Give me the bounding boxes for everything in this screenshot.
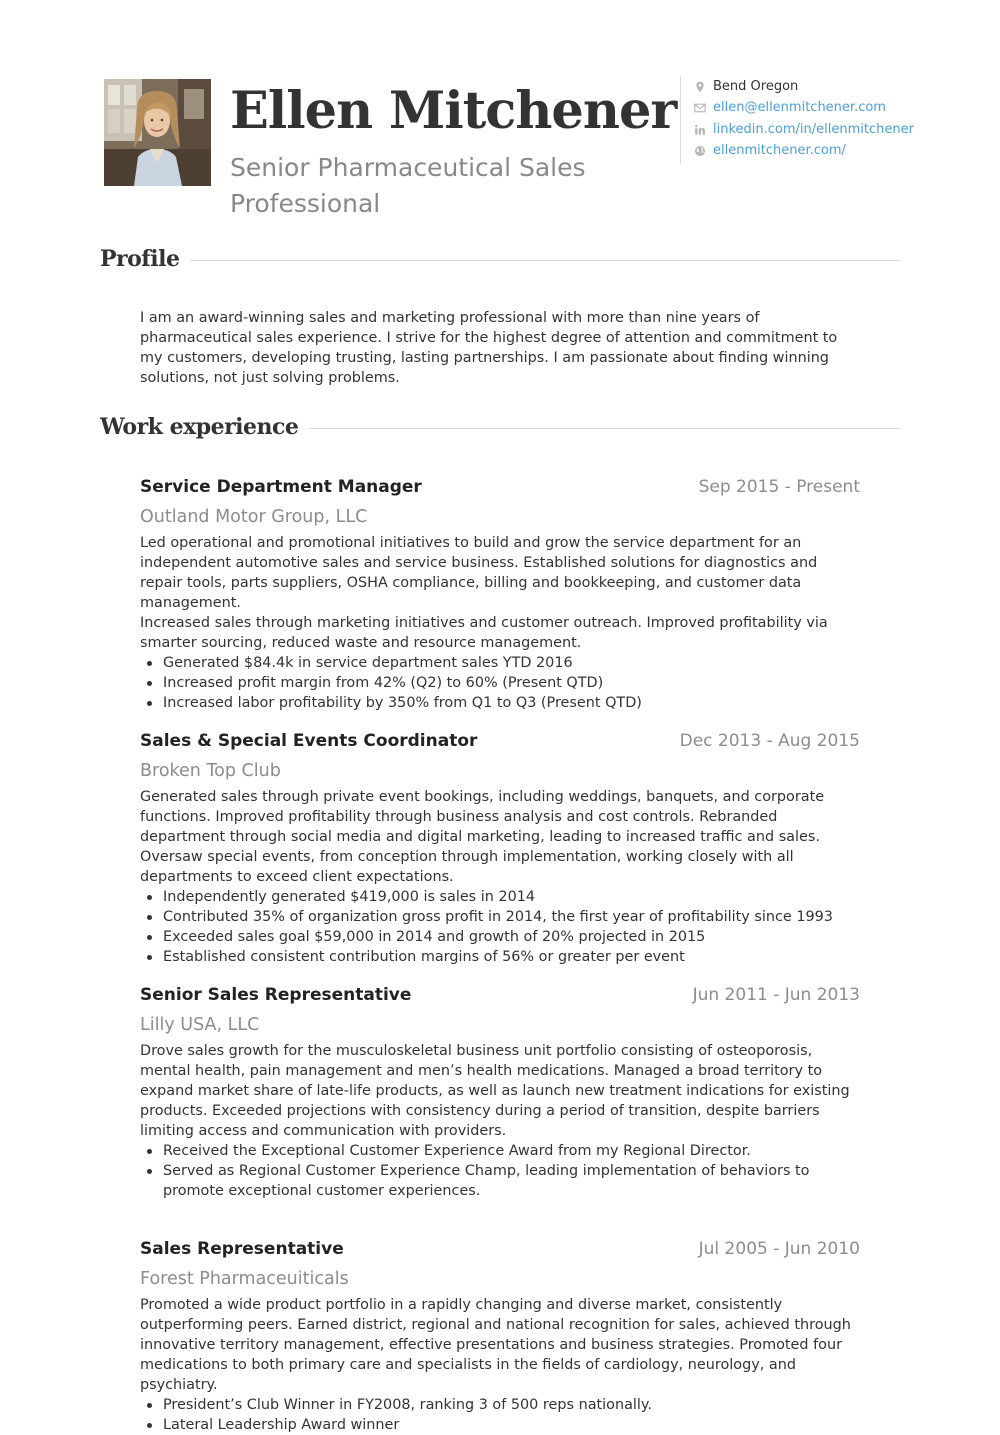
achievement-item: Served as Regional Customer Experience Champ, leading implementation of behaviors to promote exceptional customer experiences. (140, 1161, 860, 1201)
job-dates: Jul 2005 - Jun 2010 (698, 1239, 860, 1259)
achievement-item: Independently generated $419,000 is sales in 2014 (140, 887, 860, 907)
achievement-item: Increased labor profitability by 350% from Q1 to Q3 (Present QTD) (140, 693, 860, 713)
job-entry (140, 472, 860, 713)
job-title: Sales Representative (140, 1239, 344, 1259)
work-divider (309, 428, 900, 429)
job-achievements (140, 1395, 860, 1435)
candidate-headline: Senior Pharmaceutical Sales Professional (230, 153, 586, 218)
job-description: Generated sales through private event bookings, including weddings, banquets, and corporate functions. Improved profitability through business analysis and cost controls. Rebranded department through social media and digital marketing, leading to increased traffic and sales. Oversaw special events, from conception through implementation, working closely with all departments to exceed client expectations. (140, 789, 825, 885)
email-link[interactable]: ellen@ellenmitchener.com (713, 100, 886, 116)
contact-email[interactable] (694, 98, 914, 120)
job-header (140, 472, 860, 502)
achievement-item: Generated $84.4k in service department sales YTD 2016 (140, 653, 860, 673)
job-header (140, 726, 860, 756)
job-description: Drove sales growth for the musculoskeletal business unit portfolio consisting of osteoporosis, mental health, pain management and men’s health medications. Managed a broad territory to expand market share of late-life products, as well as launch new treatment indications for existing products. Exceeded projections with consistency during a period of transition, despite barriers limiting access and communication with providers. (140, 1043, 850, 1139)
achievement-item: Established consistent contribution margins of 56% or greater per event (140, 947, 860, 967)
achievement-item: President’s Club Winner in FY2008, ranking 3 of 500 reps nationally. (140, 1395, 860, 1415)
job-header (140, 980, 860, 1010)
job-achievements (140, 1141, 860, 1201)
job-achievements (140, 887, 860, 967)
achievement-item: Lateral Leadership Award winner (140, 1415, 860, 1435)
job-description: Promoted a wide product portfolio in a rapidly changing and diverse market, consistently outperforming peers. Earned district, regional and national recognition for sales, achieved through innovative territory management, effective presentations and business strategies. Promoted four medications to both primary care and specialists in the fields of cardiology, neurology, and psychiatry. (140, 1297, 851, 1393)
job-title: Sales & Special Events Coordinator (140, 731, 478, 751)
map-pin-icon (694, 81, 706, 93)
job-title: Senior Sales Representative (140, 985, 412, 1005)
profile-photo (104, 79, 211, 186)
job-description-2: Increased sales through marketing initiatives and customer outreach. Improved profitability via smarter sourcing, reduced waste and resource management. (140, 615, 828, 651)
job-company: Forest Pharmaceuiticals (140, 1269, 349, 1289)
achievement-item: Received the Exceptional Customer Experience Award from my Regional Director. (140, 1141, 860, 1161)
job-entry (140, 726, 860, 967)
job-dates: Jun 2011 - Jun 2013 (692, 985, 860, 1005)
globe-icon (694, 145, 706, 157)
profile-summary: I am an award-winning sales and marketing professional with more than nine years of pharmaceutical sales experience. I strive for the highest degree of attention and commitment to my customers, developing trusting, lasting partnerships. I am passionate about finding winning solutions, not just solving problems. (140, 310, 838, 386)
profile-heading: Profile (100, 246, 180, 272)
job-entry (140, 1234, 860, 1435)
achievement-item: Contributed 35% of organization gross profit in 2014, the first year of profitability since 1993 (140, 907, 860, 927)
job-dates: Dec 2013 - Aug 2015 (679, 731, 860, 751)
job-description: Led operational and promotional initiatives to build and grow the service department for an independent automotive sales and service business. Established solutions for diagnostics and repair tools, parts suppliers, OSHA compliance, billing and bookkeeping, and customer data management. (140, 535, 818, 611)
linkedin-link[interactable]: linkedin.com/in/ellenmitchener (713, 121, 914, 137)
profile-divider (190, 260, 900, 261)
contact-website[interactable] (694, 141, 914, 163)
job-company: Lilly USA, LLC (140, 1015, 260, 1035)
achievement-item: Increased profit margin from 42% (Q2) to 60% (Present QTD) (140, 673, 860, 693)
envelope-icon (694, 102, 706, 114)
contact-location (694, 76, 914, 98)
contact-info (680, 76, 914, 164)
achievement-item: Exceeded sales goal $59,000 in 2014 and growth of 20% projected in 2015 (140, 927, 860, 947)
contact-linkedin[interactable] (694, 119, 914, 141)
job-header (140, 1234, 860, 1264)
linkedin-icon (694, 124, 706, 136)
job-achievements (140, 653, 860, 713)
candidate-name: Ellen Mitchener (230, 81, 677, 141)
job-company: Outland Motor Group, LLC (140, 507, 368, 527)
website-link[interactable]: ellenmitchener.com/ (713, 143, 846, 159)
location-text: Bend Oregon (713, 78, 799, 94)
job-title: Service Department Manager (140, 477, 422, 497)
job-dates: Sep 2015 - Present (698, 477, 860, 497)
work-heading: Work experience (100, 414, 299, 440)
job-company: Broken Top Club (140, 761, 281, 781)
work-section-header (100, 412, 900, 442)
job-entry (140, 980, 860, 1201)
profile-section-header (100, 244, 900, 274)
portrait-image (104, 79, 211, 186)
